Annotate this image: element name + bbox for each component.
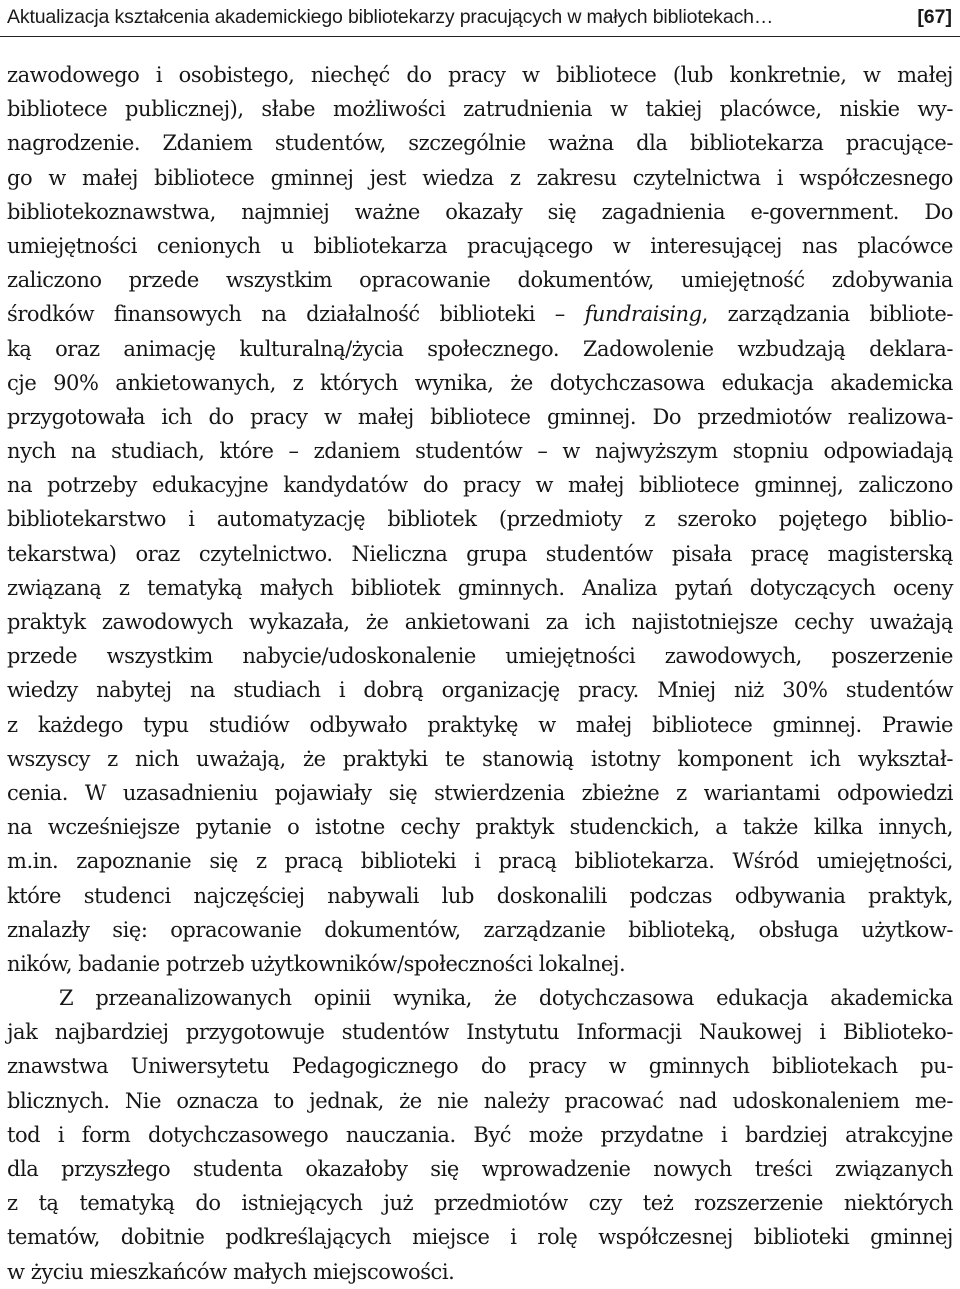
text-line: związaną z tematyką małych bibliotek gminnych. Analiza pytań dotyczących oceny: [7, 575, 953, 600]
text-line: znalazły się: opracowanie dokumentów, zarządzanie biblioteką, obsługa użytkow-: [7, 917, 953, 942]
text-line: go w małej bibliotece gminnej jest wiedza z zakresu czytelnictwa i współczesnego: [7, 165, 953, 190]
paragraph: [7, 58, 953, 981]
text-line: wiedzy nabytej na studiach i dobrą organizację pracy. Mniej niż 30% studentów: [7, 678, 953, 703]
text-line: na wcześniejsze pytanie o istotne cechy praktyk studenckich, a także kilka innych,: [7, 815, 953, 840]
text-line: umiejętności cenionych u bibliotekarza pracującego w interesującej nas placówce: [7, 233, 953, 258]
text-line: bibliotekarstwo i automatyzację bibliotek (przedmioty z szeroko pojętego biblio-: [7, 507, 953, 532]
text-line: cenia. W uzasadnieniu pojawiały się stwierdzenia zbieżne z wariantami odpowiedzi: [7, 780, 953, 805]
text-line: znawstwa Uniwersytetu Pedagogicznego do pracy w gminnych bibliotekach pu-: [7, 1054, 953, 1079]
text-line: nych na studiach, które – zdaniem studentów – w najwyższym stopniu odpowiadają: [7, 439, 953, 464]
text-line: bibliotekoznawstwa, najmniej ważne okazały się zagadnienia e-government. Do: [7, 199, 953, 224]
text-line: jak najbardziej przygotowuje studentów Instytutu Informacji Naukowej i Biblioteko-: [7, 1020, 953, 1045]
text-line: blicznych. Nie oznacza to jednak, że nie należy pracować nad udoskonaleniem me-: [7, 1088, 953, 1113]
emphasized-term: fundraising: [584, 302, 702, 327]
running-header: [0, 0, 960, 37]
text-line: dla przyszłego studenta okazałoby się wprowadzenie nowych treści związanych: [7, 1157, 953, 1181]
text-line: tekarstwa) oraz czytelnictwo. Nieliczna grupa studentów pisała pracę magisterską: [7, 541, 953, 566]
text-line: w życiu mieszkańców małych miejscowości.: [7, 1259, 455, 1284]
text-line: zaliczono przede wszystkim opracowanie dokumentów, umiejętność zdobywania: [7, 268, 953, 293]
text-line: na potrzeby edukacyjne kandydatów do pracy w małej bibliotece gminnej, zaliczono: [7, 473, 953, 498]
text-line: praktyk zawodowych wykazała, że ankietowani za ich najistotniejsze cechy uważają: [7, 610, 953, 634]
text-line: przygotowała ich do pracy w małej bibliotece gminnej. Do przedmiotów realizowa-: [7, 404, 953, 429]
text-line: tod i form dotychczasowego nauczania. Być może przydatne i bardziej atrakcyjne: [7, 1122, 953, 1147]
text-line: bibliotece publicznej), słabe możliwości zatrudnienia w takiej placówce, niskie wy-: [7, 97, 953, 122]
text-line: z każdego typu studiów odbywało praktykę w małej bibliotece gminnej. Prawie: [7, 712, 953, 737]
body-text: [7, 58, 953, 1289]
text-line: nagrodzenie. Zdaniem studentów, szczególnie ważna dla bibliotekarza pracujące-: [7, 131, 953, 156]
text-line: tematów, dobitnie podkreślających miejsce i rolę współczesnej biblioteki gminnej: [7, 1225, 953, 1250]
text-line: wszyscy z nich uważają, że praktyki te stanowią istotny komponent ich wykształ-: [7, 746, 953, 771]
text-line: ników, badanie potrzeb użytkowników/społeczności lokalnej.: [7, 951, 626, 976]
text-line: cje 90% ankietowanych, z których wynika, że dotychczasowa edukacja akademicka: [7, 370, 953, 395]
text-line: m.in. zapoznanie się z pracą biblioteki i pracą bibliotekarza. Wśród umiejętności,: [7, 849, 953, 874]
page-number: [67]: [917, 6, 952, 28]
text-line: które studenci najczęściej nabywali lub doskonalili podczas odbywania praktyk,: [7, 883, 953, 908]
running-title: Aktualizacja kształcenia akademickiego bibliotekarzy pracujących w małych bibliotekach…: [7, 6, 774, 28]
text-line: przede wszystkim nabycie/udoskonalenie umiejętności zawodowych, poszerzenie: [7, 644, 953, 669]
text-line: środków finansowych na działalność biblioteki – fundraising, zarządzania bibliote-: [7, 302, 954, 327]
text-line: ką oraz animację kulturalną/życia społecznego. Zadowolenie wzbudzają deklara-: [7, 336, 953, 361]
text-line: zawodowego i osobistego, niechęć do pracy w bibliotece (lub konkretnie, w małej: [7, 63, 953, 87]
text-line: z tą tematyką do istniejących już przedmiotów czy też rozszerzenie niektórych: [7, 1191, 953, 1216]
text-line: Z przeanalizowanych opinii wynika, że dotychczasowa edukacja akademicka: [59, 986, 953, 1011]
paragraph: [7, 981, 953, 1289]
